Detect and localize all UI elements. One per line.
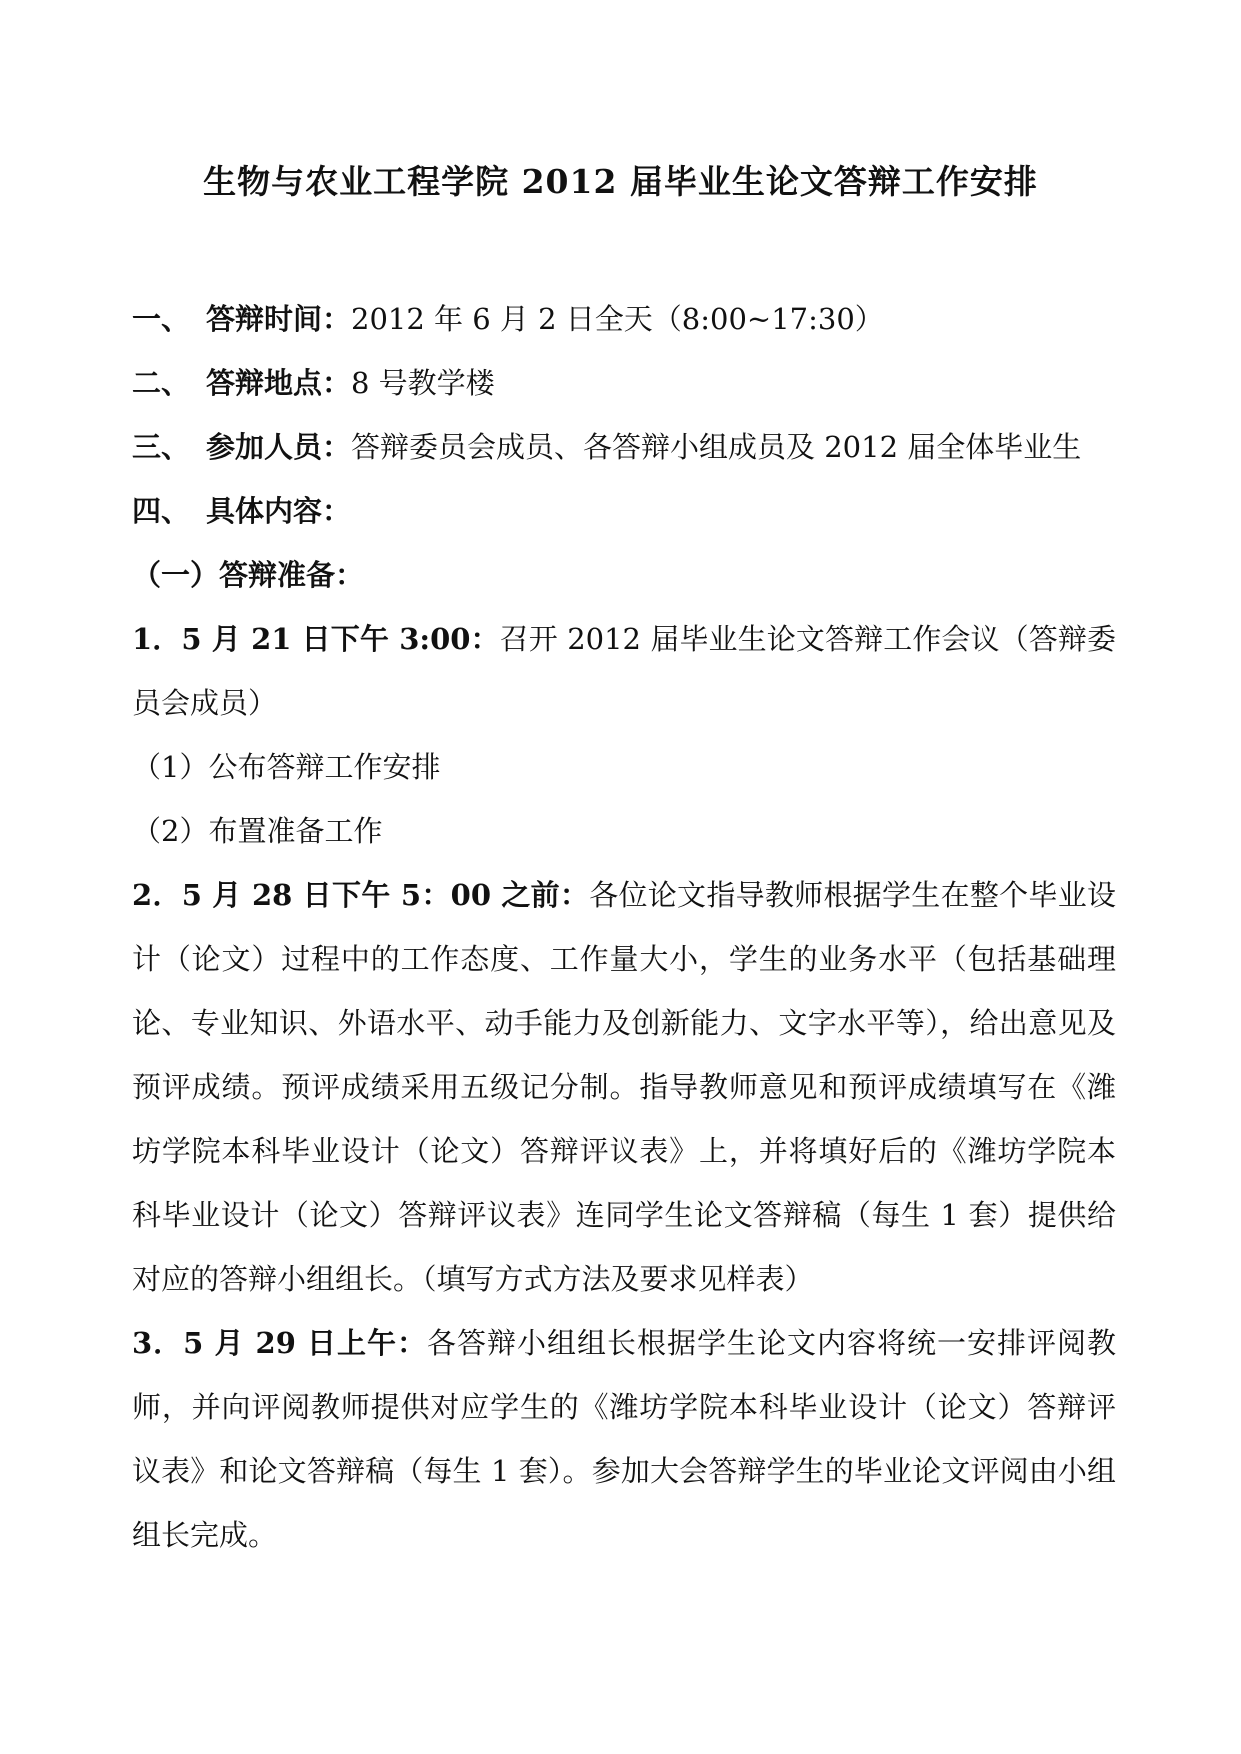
item-text: 召开 2012 届毕业生论文答辩工作会议（答辩委员会成员）	[132, 622, 1116, 720]
section-location	[132, 351, 1116, 415]
subitem-1: （1）公布答辩工作安排	[132, 750, 441, 784]
section-text: 答辩委员会成员、各答辩小组成员及 2012 届全体毕业生	[351, 430, 1082, 464]
section-number: 二、	[132, 366, 191, 400]
section-participants	[132, 415, 1116, 479]
document-title: 生物与农业工程学院 2012 届毕业生论文答辩工作安排	[203, 162, 1038, 201]
subheading-preparation: （一）答辩准备：	[132, 558, 365, 592]
section-text: 2012 年 6 月 2 日全天（8:00~17:30）	[351, 302, 884, 336]
section-label: 答辩地点：	[206, 366, 352, 400]
section-content	[132, 479, 1116, 543]
item-1	[132, 607, 1116, 735]
item-3	[132, 1311, 1116, 1567]
section-text: 8 号教学楼	[351, 366, 495, 400]
item-text: 各答辩小组组长根据学生论文内容将统一安排评阅教师，并向评阅教师提供对应学生的《潍坊学院本科毕业设计（论文）答辩评议表》和论文答辩稿（每生 1 套）。参加大会答辩学生的毕业论文评阅由小组组长完成。	[132, 1326, 1116, 1552]
item-2	[132, 863, 1116, 1311]
document-body	[132, 287, 1116, 1567]
item-label: 2．5 月 28 日下午 5：00 之前：	[132, 878, 590, 912]
item-text: 各位论文指导教师根据学生在整个毕业设计（论文）过程中的工作态度、工作量大小，学生的业务水平（包括基础理论、专业知识、外语水平、动手能力及创新能力、文字水平等），给出意见及预评成绩。预评成绩采用五级记分制。指导教师意见和预评成绩填写在《潍坊学院本科毕业设计（论文）答辩评议表》上，并将填好后的《潍坊学院本科毕业设计（论文）答辩评议表》连同学生论文答辩稿（每生 1 套）提供给对应的答辩小组组长。（填写方式方法及要求见样表）	[132, 878, 1116, 1296]
section-number: 一、	[132, 302, 191, 336]
item-label: 1．5 月 21 日下午 3:00：	[132, 622, 500, 656]
section-time	[132, 287, 1116, 351]
section-number: 三、	[132, 430, 191, 464]
section-number: 四、	[132, 494, 191, 528]
subitem-2: （2）布置准备工作	[132, 814, 383, 848]
section-label: 参加人员：	[206, 430, 352, 464]
section-label: 具体内容：	[206, 494, 352, 528]
section-label: 答辩时间：	[206, 302, 352, 336]
item-label: 3．5 月 29 日上午：	[132, 1326, 427, 1360]
